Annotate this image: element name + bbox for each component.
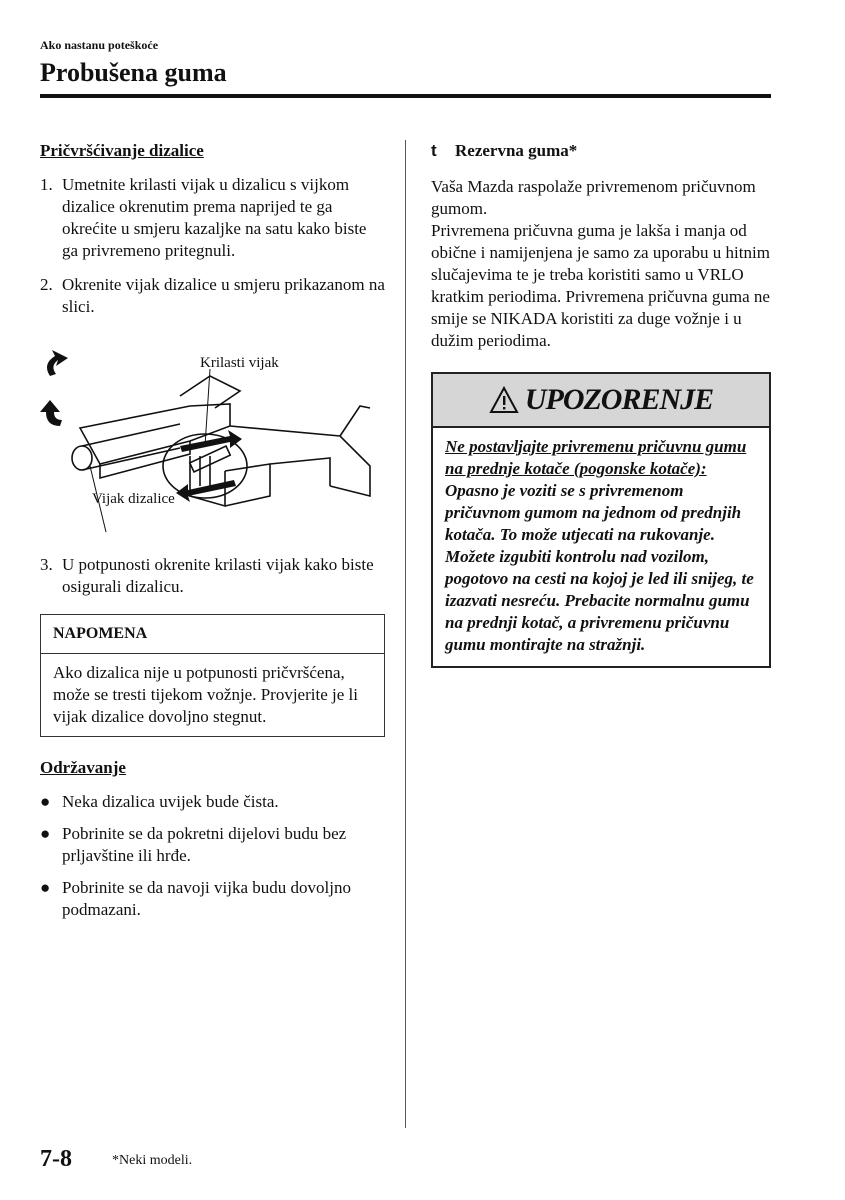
maintenance-heading: Održavanje — [40, 758, 126, 777]
warning-title: UPOZORENJE — [524, 383, 714, 416]
jack-figure — [40, 346, 385, 536]
steps-list — [40, 174, 385, 318]
warning-body — [433, 428, 769, 666]
step-text: Okrenite vijak dizalice u smjeru prikazanom na slici. — [62, 275, 385, 316]
maintenance-list — [40, 791, 385, 921]
step-text: U potpunosti okrenite krilasti vijak kako biste osigurali dizalicu. — [62, 555, 374, 596]
steps-list-continued — [40, 554, 385, 598]
right-column — [431, 140, 771, 668]
page-title: Probušena guma — [40, 58, 227, 87]
bullet-item — [40, 877, 385, 921]
section-label: Ako nastanu poteškoće — [40, 38, 159, 52]
spare-tire-heading — [431, 140, 771, 162]
warning-lead: Ne postavljajte privremenu pričuvnu gumu na prednje kotače (pogonske kotače): — [445, 437, 747, 478]
title-rule — [40, 94, 771, 98]
note-title: NAPOMENA — [41, 615, 384, 654]
warning-triangle-icon — [489, 386, 519, 414]
step-text: Umetnite krilasti vijak u dizalicu s vijkom dizalice okrenutim prema naprijed te ga okrećite u smjeru kazaljke na satu kako biste ga privremeno pritegnuli. — [62, 175, 367, 260]
step-number: 3. — [40, 555, 53, 574]
bullet-item — [40, 791, 385, 813]
step-item — [40, 174, 385, 262]
spare-description-text: Privremena pričuvna guma je lakša i manja od obične i namijenjena je samo za uporabu u hitnim slučajevima te je treba koristiti samo u VRLO kratkim periodima. Privremena pričuvna guma ne smije se NIKADA koristiti za duge vožnje i u dužim periodima. — [431, 221, 770, 350]
bullet-icon: ● — [40, 878, 51, 897]
bullet-icon: ● — [40, 824, 51, 843]
spare-intro-text: Vaša Mazda raspolaže privremenom pričuvnom gumom. — [431, 177, 756, 218]
section-marker: t — [431, 141, 437, 160]
column-divider — [405, 140, 406, 1128]
step-number: 2. — [40, 275, 53, 294]
spare-tire-title: Rezervna guma* — [455, 141, 578, 160]
step-item — [40, 554, 385, 598]
jack-screw-label: Vijak dizalice — [92, 491, 175, 507]
note-box — [40, 614, 385, 737]
page-number: 7-8 — [40, 1146, 72, 1172]
bullet-text: Pobrinite se da pokretni dijelovi budu bez prljavštine ili hrđe. — [62, 824, 347, 865]
warning-header — [433, 374, 769, 428]
step-number: 1. — [40, 175, 53, 194]
footnote: *Neki modeli. — [112, 1153, 193, 1168]
bullet-text: Neka dizalica uvijek bude čista. — [62, 792, 279, 811]
jack-securing-heading: Pričvršćivanje dizalice — [40, 141, 204, 160]
bullet-item — [40, 823, 385, 867]
note-text: Ako dizalica nije u potpunosti pričvršćena, može se tresti tijekom vožnje. Provjerite je li vijak dizalice dovoljno stegnut. — [53, 663, 358, 726]
left-column — [40, 140, 385, 931]
warning-text: Opasno je voziti se s privremenom pričuvnom gumom na jednom od prednjih kotača. To može utjecati na rukovanje. Možete izgubiti kontrolu nad vozilom, pogotovo na cesti na kojoj je led ili snijeg, te izazvati nesreću. Prebacite normalnu gumu na prednji kotač, a privremenu pričuvnu gumu montirajte na stražnji. — [445, 481, 754, 654]
step-item — [40, 274, 385, 318]
bullet-icon: ● — [40, 792, 51, 811]
wing-bolt-label: Krilasti vijak — [200, 355, 279, 371]
warning-box — [431, 372, 771, 668]
bullet-text: Pobrinite se da navoji vijka budu dovoljno podmazani. — [62, 878, 351, 919]
